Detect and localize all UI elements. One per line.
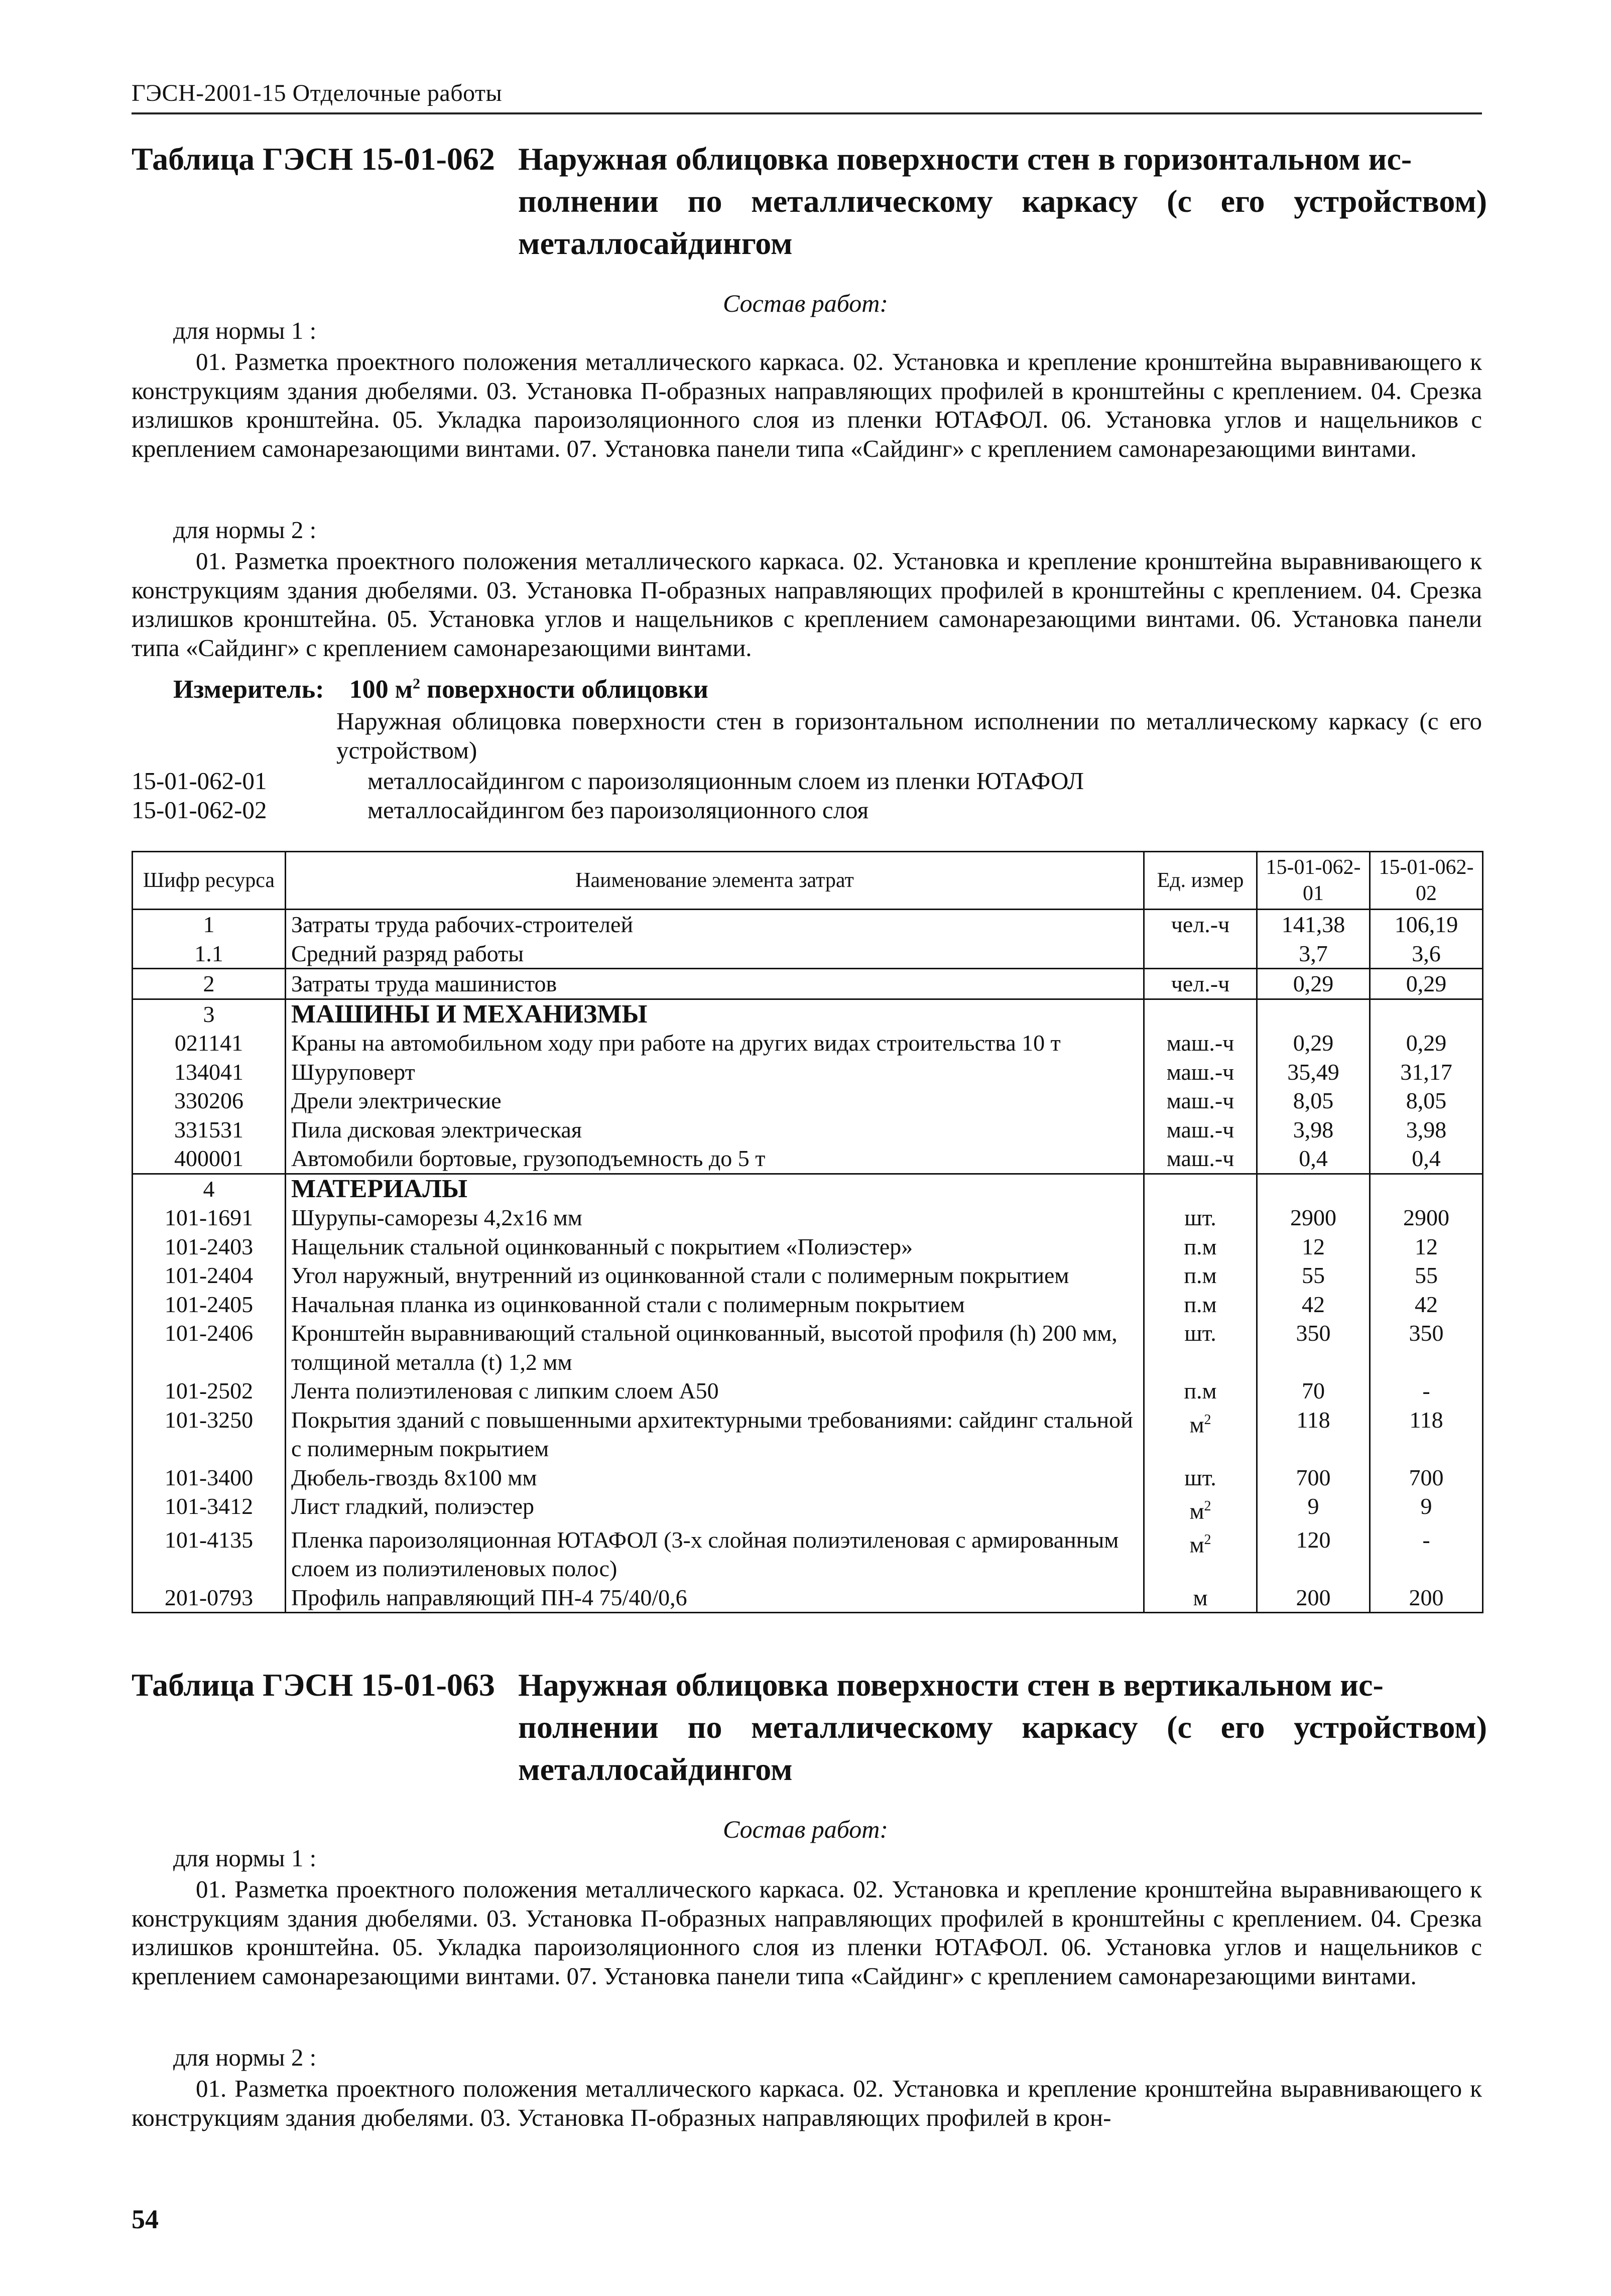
cell-norm-02: 0,4 <box>1370 1144 1483 1174</box>
cell-code: 4 <box>133 1174 286 1203</box>
cell-norm-02: 42 <box>1370 1290 1483 1319</box>
cell-unit: м <box>1144 1583 1257 1613</box>
cell-norm-01: 3,98 <box>1257 1115 1370 1144</box>
table1-norm1-label: для нормы 1 : <box>173 317 317 344</box>
cell-name: Покрытия зданий с повышенными архитектурными требованиями: сайдинг стальной с полимерным покрытием <box>286 1406 1144 1463</box>
table1-composition-label: Состав работ: <box>722 289 889 317</box>
cell-norm-02: 3,6 <box>1370 939 1483 969</box>
table2-title-rest: полнении по металлическому каркасу (с его устройством) металлосайдингом <box>518 1709 1487 1787</box>
cell-norm-01 <box>1257 999 1370 1029</box>
table2-title <box>132 1664 1487 1795</box>
norm-code-text: металлосайдингом без пароизоляционного слоя <box>367 796 869 824</box>
header-rule <box>132 112 1482 114</box>
meter-label: Измеритель: <box>173 675 324 704</box>
table1-title-rest: полнении по металлическому каркасу (с его устройством) металлосайдингом <box>518 183 1487 261</box>
norm-code: 15-01-062-01 <box>132 767 267 795</box>
table-row <box>133 1406 1483 1463</box>
cell-unit: маш.-ч <box>1144 1029 1257 1058</box>
table2-title-line1: Наружная облицовка поверхности стен в вертикальном ис- <box>518 1667 1384 1703</box>
cell-code: 1 <box>133 910 286 939</box>
cell-name: МАТЕРИАЛЫ <box>286 1174 1144 1203</box>
cell-unit: п.м <box>1144 1232 1257 1261</box>
cell-name: Профиль направляющий ПН-4 75/40/0,6 <box>286 1583 1144 1613</box>
cell-unit: маш.-ч <box>1144 1115 1257 1144</box>
cell-name: МАШИНЫ И МЕХАНИЗМЫ <box>286 999 1144 1029</box>
cell-name: Лист гладкий, полиэстер <box>286 1492 1144 1525</box>
cell-name: Пленка пароизоляционная ЮТАФОЛ (3-х слойная полиэтиленовая с армированным слоем из полиэтиленовых полос) <box>286 1525 1144 1583</box>
cell-unit: маш.-ч <box>1144 1058 1257 1087</box>
cell-name: Угол наружный, внутренний из оцинкованной стали с полимерным покрытием <box>286 1261 1144 1290</box>
table-row <box>133 1290 1483 1319</box>
page-number: 54 <box>132 2204 159 2234</box>
cell-norm-02: 9 <box>1370 1492 1483 1525</box>
table-row <box>133 1525 1483 1583</box>
table2-norm2-text: 01. Разметка проектного положения металлического каркаса. 02. Установка и крепление кронштейна выравнивающего к конструкциям здания дюбелями. 03. Установка П-образных направляющих профилей в крон- <box>132 2075 1482 2131</box>
table1-title-line1: Наружная облицовка поверхности стен в горизонтальном ис- <box>518 141 1412 177</box>
header-code: Шифр ресурса <box>133 852 286 910</box>
cell-name: Дюбель-гвоздь 8х100 мм <box>286 1463 1144 1492</box>
cell-code: 021141 <box>133 1029 286 1058</box>
cell-unit: чел.-ч <box>1144 969 1257 999</box>
cell-norm-02: 2900 <box>1370 1203 1483 1232</box>
cell-unit: маш.-ч <box>1144 1086 1257 1115</box>
cell-norm-01: 70 <box>1257 1376 1370 1406</box>
table-group-row <box>133 1174 1483 1203</box>
table1-norm2-label: для нормы 2 : <box>173 516 317 544</box>
meter-value: 100 $м^2$ поверхности облицовки <box>349 675 708 704</box>
table1-meter <box>173 675 708 704</box>
cell-code: 2 <box>133 969 286 999</box>
table-row <box>133 1463 1483 1492</box>
cell-norm-01: 12 <box>1257 1232 1370 1261</box>
table1-description: Наружная облицовка поверхности стен в горизонтальном исполнении по металлическому каркасу (с его устройством) <box>336 707 1482 764</box>
cell-code: 1.1 <box>133 939 286 969</box>
cell-name: Автомобили бортовые, грузоподъемность до 5 т <box>286 1144 1144 1174</box>
cell-code: 101-3400 <box>133 1463 286 1492</box>
table2-composition-label: Состав работ: <box>722 1815 889 1843</box>
table-row <box>133 1115 1483 1144</box>
cell-unit <box>1144 999 1257 1029</box>
cell-name: Краны на автомобильном ходу при работе на других видах строительства 10 т <box>286 1029 1144 1058</box>
cell-code: 3 <box>133 999 286 1029</box>
cell-unit: п.м <box>1144 1290 1257 1319</box>
cell-norm-02: - <box>1370 1376 1483 1406</box>
table-body <box>133 910 1483 1613</box>
cell-norm-01: 3,7 <box>1257 939 1370 969</box>
table-row <box>133 1203 1483 1232</box>
table2-title-lead: Таблица ГЭСН 15-01-063 <box>132 1667 495 1703</box>
cell-name: Начальная планка из оцинкованной стали с полимерным покрытием <box>286 1290 1144 1319</box>
running-head: ГЭСН-2001-15 Отделочные работы <box>132 80 503 106</box>
cell-norm-01: 42 <box>1257 1290 1370 1319</box>
cell-code: 101-2403 <box>133 1232 286 1261</box>
table-group-row <box>133 999 1483 1029</box>
cell-code: 101-2502 <box>133 1376 286 1406</box>
cell-norm-01: 141,38 <box>1257 910 1370 939</box>
norm-code-text: металлосайдингом с пароизоляционным слоем из пленки ЮТАФОЛ <box>367 767 1084 795</box>
table-header-row <box>133 852 1483 910</box>
cell-norm-01: 0,29 <box>1257 969 1370 999</box>
cell-norm-01: 120 <box>1257 1525 1370 1583</box>
table2-norm1-text: 01. Разметка проектного положения металлического каркаса. 02. Установка и крепление кронштейна выравнивающего к конструкциям здания дюбелями. 03. Установка П-образных направляющих профилей в кронштейны с креплением. 04. Срезка излишков кронштейна. 05. Укладка пароизоляционного слоя из пленки ЮТАФОЛ. 06. Установка углов и нащельников с креплением самонарезающими винтами. 07. Установка панели типа «Сайдинг» с креплением самонарезающими винтами. <box>132 1875 1482 1990</box>
cell-norm-02: 0,29 <box>1370 1029 1483 1058</box>
cell-norm-01: 700 <box>1257 1463 1370 1492</box>
cell-norm-01: 0,4 <box>1257 1144 1370 1174</box>
cell-name: Затраты труда рабочих-строителей <box>286 910 1144 939</box>
cell-norm-02: 12 <box>1370 1232 1483 1261</box>
cell-norm-02: 31,17 <box>1370 1058 1483 1087</box>
table1-title-text <box>518 138 1487 265</box>
table2-norm2-label: для нормы 2 : <box>173 2044 317 2071</box>
cell-name: Шурупы-саморезы 4,2х16 мм <box>286 1203 1144 1232</box>
cell-norm-02: 106,19 <box>1370 910 1483 939</box>
cell-unit: $м^2$ <box>1144 1525 1257 1583</box>
table-row <box>133 910 1483 939</box>
table-row <box>133 1261 1483 1290</box>
table-row <box>133 1319 1483 1376</box>
table1-title-lead: Таблица ГЭСН 15-01-062 <box>132 141 495 177</box>
cell-unit: шт. <box>1144 1203 1257 1232</box>
cell-unit: шт. <box>1144 1463 1257 1492</box>
norm-code: 15-01-062-02 <box>132 796 267 824</box>
table-row <box>133 1058 1483 1087</box>
cell-norm-02: 8,05 <box>1370 1086 1483 1115</box>
table1-title <box>132 138 1487 269</box>
header-norm-01: 15-01-062-01 <box>1257 852 1370 910</box>
table1-code-line <box>132 796 869 824</box>
cell-norm-01 <box>1257 1174 1370 1203</box>
cell-norm-01: 200 <box>1257 1583 1370 1613</box>
table-row <box>133 1086 1483 1115</box>
cell-norm-01: 55 <box>1257 1261 1370 1290</box>
cell-norm-01: 0,29 <box>1257 1029 1370 1058</box>
table-row <box>133 939 1483 969</box>
cell-name: Нащельник стальной оцинкованный с покрытием «Полиэстер» <box>286 1232 1144 1261</box>
cell-norm-01: 118 <box>1257 1406 1370 1463</box>
cell-code: 201-0793 <box>133 1583 286 1613</box>
header-name: Наименование элемента затрат <box>286 852 1144 910</box>
cell-unit: шт. <box>1144 1319 1257 1376</box>
cell-unit: $м^2$ <box>1144 1492 1257 1525</box>
cell-norm-01: 350 <box>1257 1319 1370 1376</box>
cell-name: Лента полиэтиленовая с липким слоем А50 <box>286 1376 1144 1406</box>
cell-unit: $м^2$ <box>1144 1406 1257 1463</box>
cell-code: 101-4135 <box>133 1525 286 1583</box>
cell-unit: маш.-ч <box>1144 1144 1257 1174</box>
cell-unit: чел.-ч <box>1144 910 1257 939</box>
table-row <box>133 969 1483 999</box>
cell-code: 101-2405 <box>133 1290 286 1319</box>
cell-unit: п.м <box>1144 1376 1257 1406</box>
table2-title-text <box>518 1664 1487 1791</box>
cell-code: 101-2404 <box>133 1261 286 1290</box>
cell-code: 330206 <box>133 1086 286 1115</box>
cell-norm-02 <box>1370 1174 1483 1203</box>
table-row <box>133 1029 1483 1058</box>
cell-norm-01: 35,49 <box>1257 1058 1370 1087</box>
cell-name: Шуруповерт <box>286 1058 1144 1087</box>
table-row <box>133 1492 1483 1525</box>
table-row <box>133 1232 1483 1261</box>
cell-unit <box>1144 1174 1257 1203</box>
cell-name: Кронштейн выравнивающий стальной оцинкованный, высотой профиля (h) 200 мм, толщиной металла (t) 1,2 мм <box>286 1319 1144 1376</box>
cell-unit <box>1144 939 1257 969</box>
cell-norm-02: 700 <box>1370 1463 1483 1492</box>
table-row <box>133 1376 1483 1406</box>
cell-code: 101-2406 <box>133 1319 286 1376</box>
cell-norm-02 <box>1370 999 1483 1029</box>
cell-norm-01: 9 <box>1257 1492 1370 1525</box>
cell-norm-02: 200 <box>1370 1583 1483 1613</box>
table1-norm1-text: 01. Разметка проектного положения металлического каркаса. 02. Установка и крепление кронштейна выравнивающего к конструкциям здания дюбелями. 03. Установка П-образных направляющих профилей в кронштейны с креплением. 04. Срезка излишков кронштейна. 05. Укладка пароизоляционного слоя из пленки ЮТАФОЛ. 06. Установка углов и нащельников с креплением самонарезающими винтами. 07. Установка панели типа «Сайдинг» с креплением самонарезающими винтами. <box>132 348 1482 462</box>
cell-name: Средний разряд работы <box>286 939 1144 969</box>
cell-norm-02: 55 <box>1370 1261 1483 1290</box>
header-norm-02: 15-01-062-02 <box>1370 852 1483 910</box>
table1-norm2-text: 01. Разметка проектного положения металлического каркаса. 02. Установка и крепление кронштейна выравнивающего к конструкциям здания дюбелями. 03. Установка П-образных направляющих профилей в кронштейны с креплением. 04. Срезка излишков кронштейна. 05. Установка углов и нащельников с креплением самонарезающими винтами. 06. Установка панели типа «Сайдинг» с креплением самонарезающими винтами. <box>132 547 1482 662</box>
table1-code-line <box>132 767 1084 795</box>
cell-norm-01: 8,05 <box>1257 1086 1370 1115</box>
header-unit: Ед. измер <box>1144 852 1257 910</box>
cell-code: 101-3250 <box>133 1406 286 1463</box>
cell-norm-02: - <box>1370 1525 1483 1583</box>
cell-name: Пила дисковая электрическая <box>286 1115 1144 1144</box>
resource-table <box>132 851 1483 1613</box>
table2-norm1-label: для нормы 1 : <box>173 1844 317 1872</box>
cell-code: 400001 <box>133 1144 286 1174</box>
table-row <box>133 1583 1483 1613</box>
cell-code: 101-1691 <box>133 1203 286 1232</box>
cell-code: 101-3412 <box>133 1492 286 1525</box>
cell-norm-01: 2900 <box>1257 1203 1370 1232</box>
cell-norm-02: 350 <box>1370 1319 1483 1376</box>
cell-norm-02: 118 <box>1370 1406 1483 1463</box>
cell-name: Дрели электрические <box>286 1086 1144 1115</box>
cell-code: 134041 <box>133 1058 286 1087</box>
cell-unit: п.м <box>1144 1261 1257 1290</box>
cell-norm-02: 3,98 <box>1370 1115 1483 1144</box>
cell-name: Затраты труда машинистов <box>286 969 1144 999</box>
cell-code: 331531 <box>133 1115 286 1144</box>
table-row <box>133 1144 1483 1174</box>
cell-norm-02: 0,29 <box>1370 969 1483 999</box>
